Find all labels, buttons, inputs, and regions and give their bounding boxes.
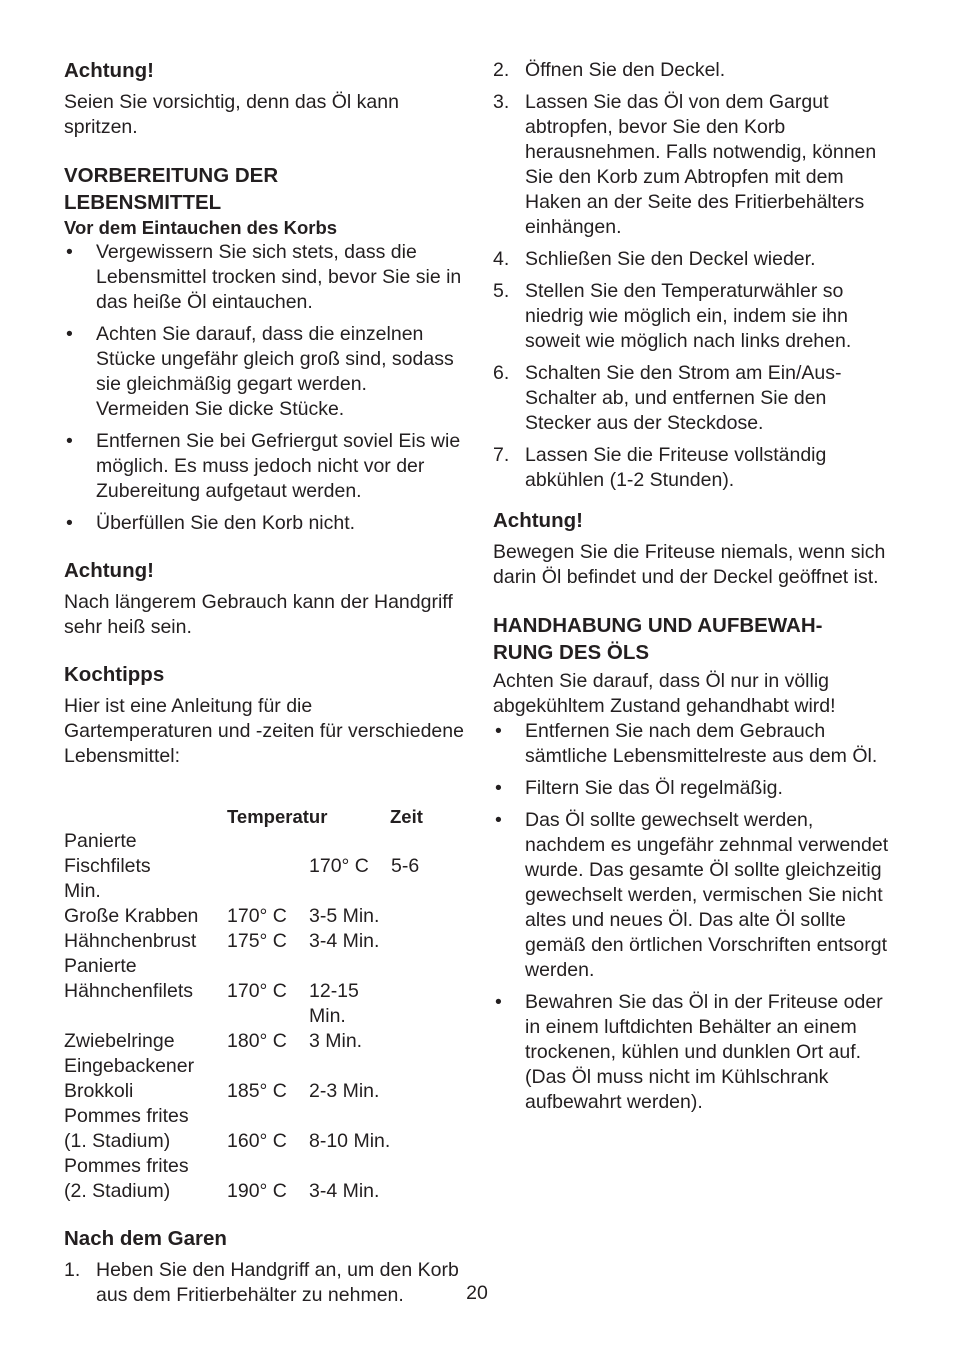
- table-cell: 3-4 Min.: [309, 930, 380, 952]
- bullet-icon: •: [66, 512, 73, 534]
- step-number: 1.: [64, 1259, 81, 1281]
- table-cell: 3-4 Min.: [309, 1180, 380, 1202]
- table-cell: 190° C: [227, 1180, 287, 1202]
- table-cell: [309, 829, 391, 854]
- step-number: 4.: [493, 248, 510, 270]
- table-row: [64, 1154, 464, 1179]
- table-cell: Pommes frites: [64, 1105, 189, 1127]
- step-text: Öffnen Sie den Deckel.: [525, 59, 726, 81]
- table-row: [64, 879, 464, 904]
- table-cell: [227, 854, 309, 879]
- table-cell: Min.: [64, 880, 101, 902]
- subsection-heading: Vor dem Eintauchen des Korbs: [64, 217, 338, 238]
- table-row: [64, 1079, 464, 1104]
- list-item: • Überfüllen Sie den Korb nicht.: [66, 512, 356, 534]
- table-cell: 170° C: [227, 905, 287, 927]
- table-cell: (1. Stadium): [64, 1130, 171, 1152]
- table-body: [64, 829, 464, 1204]
- table-cell: 185° C: [227, 1080, 287, 1102]
- table-header: [64, 804, 464, 829]
- warning-text: Nach längerem Gebrauch kann der Handgriff sehr heiß sein.: [64, 591, 453, 638]
- after-steps-list-continued: [493, 58, 893, 493]
- after-cooking-continued: [493, 58, 893, 493]
- table-cell: Hähnchenfilets: [64, 980, 193, 1002]
- section-heading: VORBEREITUNG DER LEBENSMITTEL: [64, 164, 279, 214]
- table-cell: Eingebackener: [64, 1055, 195, 1077]
- section-oil-handling: [493, 612, 893, 1115]
- list-item: [493, 279, 893, 354]
- list-item: [493, 90, 893, 240]
- bullet-icon: •: [66, 241, 73, 263]
- table-cell: 12-15 Min.: [309, 980, 359, 1027]
- step-text: Lassen Sie das Öl von dem Gargut abtropfen, bevor Sie den Korb herausnehmen. Falls notwendig, können Sie den Korb zum Abtropfen mit dem Haken an der Seite des Fritierbehälters einhängen.: [525, 91, 877, 238]
- table-cell: 5-6: [391, 855, 420, 877]
- table-cell: [227, 829, 309, 854]
- step-text: Heben Sie den Handgriff an, um den Korb aus dem Fritierbehälter zu nehmen.: [96, 1259, 459, 1306]
- table-cell: [309, 1054, 391, 1079]
- step-text: Schalten Sie den Strom am Ein/Aus-Schalter ab, und entfernen Sie den Stecker aus der Steckdose.: [525, 362, 842, 434]
- table-row: [64, 929, 464, 954]
- bullet-icon: •: [495, 720, 502, 742]
- warning-hot-oil: [64, 58, 464, 140]
- page-number: 20: [466, 1282, 488, 1304]
- table-row: [64, 829, 464, 854]
- section-cooking-tips: [64, 662, 464, 769]
- table-cell: [309, 1154, 391, 1179]
- table-cell: 3 Min.: [309, 1030, 363, 1052]
- warning-hot-handle: [64, 558, 464, 640]
- table-cell: Fischfilets: [64, 855, 151, 877]
- section-heading: Nach dem Garen: [64, 1227, 227, 1250]
- step-number: 6.: [493, 362, 510, 384]
- bullet-icon: •: [66, 430, 73, 452]
- list-item: [493, 58, 893, 83]
- bullet-icon: •: [66, 323, 73, 345]
- table-row: [64, 854, 464, 879]
- table-cell: 160° C: [227, 1130, 287, 1152]
- table-cell: [227, 879, 309, 904]
- table-row: [64, 1054, 464, 1079]
- bullet-icon: •: [495, 991, 502, 1013]
- table-row: [64, 904, 464, 929]
- table-cell: [227, 1054, 309, 1079]
- step-number: 5.: [493, 280, 510, 302]
- list-item: • Das Öl sollte gewechselt werden, nachdem es ungefähr zehnmal verwendet wurde. Das gesamte Öl sollte gleichzeitig gewechselt werden, vermischen Sie nicht altes und neues Öl. Das alte Öl sollte gemäß den örtlichen Vorschriften entsorgt werden.: [495, 809, 889, 981]
- table-cell: Brokkoli: [64, 1080, 134, 1102]
- list-item: [493, 247, 893, 272]
- step-number: 2.: [493, 59, 510, 81]
- table-cell: [309, 954, 391, 979]
- table-row: [64, 1179, 464, 1204]
- list-item: [493, 443, 893, 493]
- table-cell: [309, 879, 391, 904]
- column-header-time: Zeit: [390, 806, 423, 827]
- table-cell: 175° C: [227, 930, 287, 952]
- list-item: • Bewahren Sie das Öl in der Friteuse oder in einem luftdichten Behälter an einem trockenen, kühlen und dunklen Ort auf. (Das Öl muss nicht im Kühlschrank aufbewahrt werden).: [495, 991, 883, 1113]
- step-number: 3.: [493, 91, 510, 113]
- step-text: Stellen Sie den Temperaturwähler so niedrig wie möglich ein, indem sie ihn soweit wie möglich nach links drehen.: [525, 280, 852, 352]
- warning-heading: Achtung!: [64, 559, 154, 582]
- warning-heading: Achtung!: [64, 59, 154, 82]
- list-item: [493, 361, 893, 436]
- section-heading: HANDHABUNG UND AUFBEWAH- RUNG DES ÖLS: [493, 614, 823, 664]
- handling-intro: Achten Sie darauf, dass Öl nur in völlig abgekühltem Zustand gehandhabt wird!: [493, 670, 836, 717]
- list-item: • Achten Sie darauf, dass die einzelnen Stücke ungefähr gleich groß sind, sodass sie gleichmäßig gegart werden. Vermeiden Sie dicke Stücke.: [66, 323, 454, 420]
- prep-bullet-list: [64, 240, 464, 536]
- list-item: • Vergewissern Sie sich stets, dass die Lebensmittel trocken sind, bevor Sie sie in das heiße Öl eintauchen.: [66, 241, 462, 313]
- table-row: [64, 979, 464, 1029]
- warning-moving: [493, 508, 893, 590]
- table-cell: Panierte: [64, 955, 137, 977]
- table-cell: 2-3 Min.: [309, 1080, 380, 1102]
- warning-heading: Achtung!: [493, 509, 583, 532]
- list-item: • Filtern Sie das Öl regelmäßig.: [495, 777, 783, 799]
- table-row: [64, 954, 464, 979]
- table-row: [64, 1029, 464, 1054]
- table-row: [64, 1104, 464, 1129]
- table-cell: [227, 954, 309, 979]
- section-heading: Kochtipps: [64, 663, 165, 686]
- right-column: [493, 58, 893, 1122]
- table-cell: Panierte: [64, 830, 137, 852]
- left-column: [64, 58, 464, 1315]
- table-cell: 170° C: [227, 980, 287, 1002]
- table-cell: Große Krabben: [64, 905, 199, 927]
- table-cell: 3-5 Min.: [309, 905, 380, 927]
- table-cell: [227, 1154, 309, 1179]
- table-cell: [309, 1104, 391, 1129]
- table-cell: Hähnchenbrust: [64, 930, 197, 952]
- bullet-icon: •: [495, 809, 502, 831]
- handling-bullet-list: [493, 719, 893, 1115]
- warning-text: Bewegen Sie die Friteuse niemals, wenn sich darin Öl befindet und der Deckel geöffnet ist.: [493, 541, 886, 588]
- bullet-icon: •: [495, 777, 502, 799]
- table-cell: [227, 1104, 309, 1129]
- table-cell: (2. Stadium): [64, 1180, 171, 1202]
- step-text: Lassen Sie die Friteuse vollständig abkühlen (1-2 Stunden).: [525, 444, 827, 491]
- table-cell: 180° C: [227, 1030, 287, 1052]
- section-food-preparation: [64, 162, 464, 536]
- table-row: [64, 1129, 464, 1154]
- step-number: 7.: [493, 444, 510, 466]
- cooking-table: [64, 804, 464, 1204]
- table-cell: 8-10 Min.: [309, 1130, 391, 1152]
- table-cell: 170° C: [309, 855, 369, 877]
- warning-text: Seien Sie vorsichtig, denn das Öl kann spritzen.: [64, 91, 399, 138]
- tips-text: Hier ist eine Anleitung für die Gartemperaturen und -zeiten für verschiedene Lebensmittel:: [64, 695, 464, 767]
- list-item: • Entfernen Sie bei Gefriergut soviel Eis wie möglich. Es muss jedoch nicht vor der Zubereitung aufgetaut werden.: [66, 430, 461, 502]
- list-item: • Entfernen Sie nach dem Gebrauch sämtliche Lebensmittelreste aus dem Öl.: [495, 720, 878, 767]
- step-text: Schließen Sie den Deckel wieder.: [525, 248, 816, 270]
- table-cell: Zwiebelringe: [64, 1030, 175, 1052]
- column-header-temperature: Temperatur: [227, 806, 328, 827]
- table-cell: Pommes frites: [64, 1155, 189, 1177]
